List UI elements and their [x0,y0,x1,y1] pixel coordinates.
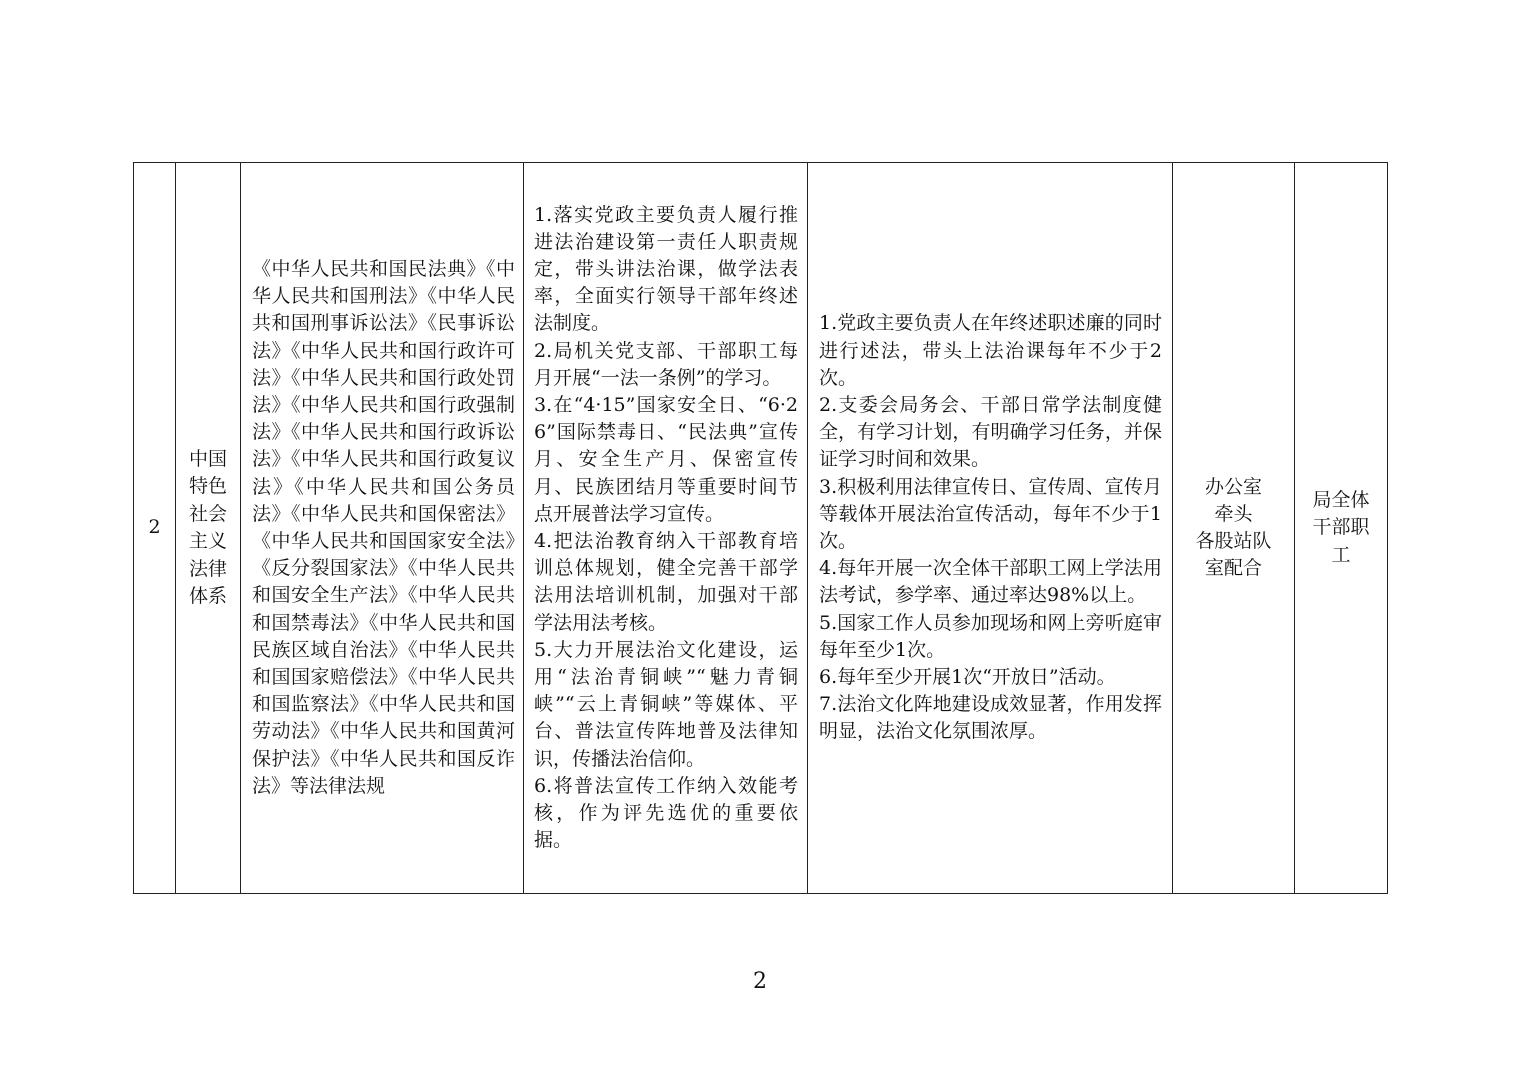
responsible-unit-line: 各股站队 [1195,530,1272,552]
page-number: 2 [753,969,767,994]
measures-list [524,163,807,893]
standard-item: 7.法治文化阵地建设成效显著，作用发挥明显，法治文化氛围浓厚。 [819,693,1162,743]
standard-item: 1.党政主要负责人在年终述职述廉的同时进行述法，带头上法治课每年不少于2次。 [819,312,1162,389]
responsible-unit-line: 牵头 [1214,502,1253,525]
standard-item: 5.国家工作人员参加现场和网上旁听庭审每年至少1次。 [819,611,1162,661]
measure-item: 6.将普法宣传工作纳入效能考核，作为评先选优的重要依据。 [534,774,798,852]
content-area-cell [176,163,241,894]
standards-cell [808,163,1173,894]
standard-item: 4.每年开展一次全体干部职工网上学法用法考试，参学率、通过率达98%以上。 [819,557,1162,607]
standard-item: 2.支委会局务会、干部日常学法制度健全，有学习计划，有明确学习任务，并保证学习时间和效果。 [819,393,1162,471]
law-publicity-table [133,162,1388,894]
standard-item: 3.积极利用法律宣传日、宣传周、宣传月等载体开展法治宣传活动，每年不少于1次。 [819,475,1162,552]
measure-item: 5.大力开展法治文化建设，运用“法治青铜峡”“魅力青铜峡”“云上青铜峡”等媒体、平台、普法宣传阵地普及法律知识，传播法治信仰。 [534,638,798,770]
measure-item: 1.落实党政主要负责人履行推进法治建设第一责任人职责规定，带头讲法治课，做学法表率，全面实行领导干部年终述法制度。 [534,203,798,335]
measures-cell [524,163,808,894]
measure-item: 3.在“4·15”国家安全日、“6·26”国际禁毒日、“民法典”宣传月、安全生产月、保密宣传月、民族团结月等重要时间节点开展普法学习宣传。 [534,393,798,525]
responsible-unit-line: 室配合 [1204,557,1262,580]
responsible-unit-cell [1173,163,1295,894]
measure-item: 2.局机关党支部、干部职工每月开展“一法一条例”的学习。 [534,339,798,389]
laws-text: 《中华人民共和国民法典》《中华人民共和国刑法》《中华人民共和国刑事诉讼法》《民事诉讼法》《中华人民共和国行政许可法》《中华人民共和国行政处罚法》《中华人民共和国行政强制法》《中华人民共和国行政诉讼法》《中华人民共和国行政复议法》《中华人民共和国公务员法》《中华人民共和国保密法》《中华人民共和国国家安全法》《反分裂国家法》《中华人民共和国安全生产法》《中华人民共和国禁毒法》《中华人民共和国民族区域自治法》《中华人民共和国国家赔偿法》《中华人民共和国监察法》《中华人民共和国劳动法》《中华人民共和国黄河保护法》《中华人民共和国反诈法》等法律法规 [252,257,515,797]
row-number-cell [134,163,176,894]
laws-cell [241,163,524,894]
target-audience-text: 局全体干部职工 [1312,489,1370,566]
content-area-text: 中国特色社会主义法律体系 [188,447,227,607]
standard-item: 6.每年至少开展1次“开放日”活动。 [819,666,1116,689]
standards-list [808,310,1172,745]
target-audience-cell [1295,163,1388,894]
row-number: 2 [148,516,161,539]
responsible-unit-line: 办公室 [1204,475,1262,498]
measure-item: 4.把法治教育纳入干部教育培训总体规划，健全完善干部学法用法培训机制，加强对干部学法用法考核。 [534,530,798,634]
table-row [134,163,1388,894]
